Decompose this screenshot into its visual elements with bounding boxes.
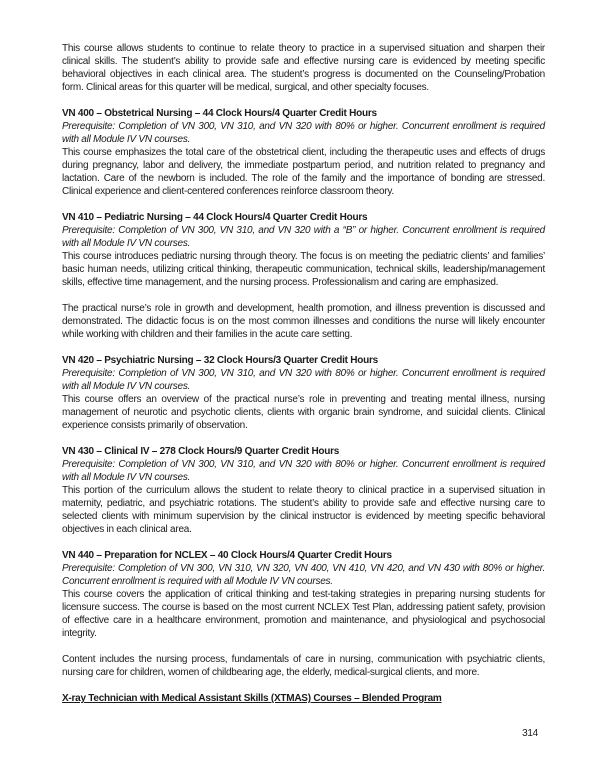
course-vn420 <box>62 354 545 432</box>
page-content <box>62 42 545 705</box>
course-vn440 <box>62 549 545 679</box>
course-vn400-title: VN 400 – Obstetrical Nursing – 44 Clock Hours/4 Quarter Credit Hours <box>62 108 377 119</box>
course-vn420-title: VN 420 – Psychiatric Nursing – 32 Clock Hours/3 Quarter Credit Hours <box>62 355 378 366</box>
course-vn420-prerequisite: Prerequisite: Completion of VN 300, VN 310, and VN 320 with 80% or higher. Concurrent enrollment is required with all Module IV VN courses. <box>62 368 545 392</box>
course-vn440-prerequisite: Prerequisite: Completion of VN 300, VN 310, VN 320, VN 400, VN 410, VN 420, and VN 430 with 80% or higher. Concurrent enrollment is required with all Module IV VN courses. <box>62 563 545 587</box>
intro-paragraph: This course allows students to continue to relate theory to practice in a supervised situation and sharpen their clinical skills. The student’s ability to provide safe and effective nursing care is evidenced by meeting specific behavioral objectives in each clinical area. The student’s progress is documented on the Counseling/Probation form. Clinical areas for this quarter will be medical, surgical, and other specialty focuses. <box>62 43 545 93</box>
course-vn410-description: This course introduces pediatric nursing through theory. The focus is on meeting the pediatric clients’ and families’ basic human needs, utilizing critical thinking, therapeutic communication, technical skills, leadership/management skills, effective time management, and the nursing process. Professionalism and caring are emphasized. <box>62 251 545 288</box>
course-vn410 <box>62 211 545 341</box>
section-heading-xtmas: X-ray Technician with Medical Assistant Skills (XTMAS) Courses – Blended Program <box>62 693 442 704</box>
course-vn400 <box>62 107 545 198</box>
course-vn420-description: This course offers an overview of the practical nurse’s role in preventing and treating mental illness, nursing management of neurotic and psychotic clients, clients with organic brain syndrome, and suicidal clients. Clinical experience consists primarily of observation. <box>62 394 545 431</box>
course-vn410-title: VN 410 – Pediatric Nursing – 44 Clock Hours/4 Quarter Credit Hours <box>62 212 368 223</box>
course-vn440-title: VN 440 – Preparation for NCLEX – 40 Clock Hours/4 Quarter Credit Hours <box>62 550 392 561</box>
course-vn440-description: This course covers the application of critical thinking and test-taking strategies in preparing nursing students for licensure success. The course is based on the most current NCLEX Test Plan, addressing patient safety, provision of effective care in a healthcare environment, promotion and maintenance, and physiological and psychosocial integrity. <box>62 589 545 639</box>
course-vn400-prerequisite: Prerequisite: Completion of VN 300, VN 310, and VN 320 with 80% or higher. Concurrent enrollment is required with all Module IV VN courses. <box>62 121 545 145</box>
course-vn440-description-2: Content includes the nursing process, fundamentals of care in nursing, communication with psychiatric clients, nursing care for children, women of childbearing age, the elderly, medical-surgical clients, and more. <box>62 654 545 678</box>
course-vn410-description-2: The practical nurse’s role in growth and development, health promotion, and illness prevention is discussed and demonstrated. The didactic focus is on the most common illnesses and conditions the nurse will likely encounter while working with children and their families in the acute care setting. <box>62 303 545 340</box>
page-number: 314 <box>522 728 538 739</box>
course-vn400-description: This course emphasizes the total care of the obstetrical client, including the therapeutic uses and effects of drugs during pregnancy, labor and delivery, the immediate postpartum period, and nutrition related to pregnancy and lactation. Care of the newborn is included. The role of the family and the importance of bonding are stressed. Clinical experience and client-centered conferences reinforce classroom theory. <box>62 147 545 197</box>
course-vn430-title: VN 430 – Clinical IV – 278 Clock Hours/9 Quarter Credit Hours <box>62 446 340 457</box>
course-vn430-description: This portion of the curriculum allows the student to relate theory to clinical practice in a supervised situation in maternity, pediatric, and psychiatric rotations. The student’s ability to provide safe and effective nursing care to selected clients with minimum supervision by the clinical instructor is evidenced by meeting specific behavioral objectives in each clinical area. <box>62 485 545 535</box>
course-vn410-prerequisite: Prerequisite: Completion of VN 300, VN 310, and VN 320 with a “B” or higher. Concurrent enrollment is required with all Module IV VN courses. <box>62 225 545 249</box>
course-vn430-prerequisite: Prerequisite: Completion of VN 300, VN 310, and VN 320 with 80% or higher. Concurrent enrollment is required with all Module IV VN courses. <box>62 459 545 483</box>
course-vn430 <box>62 445 545 536</box>
